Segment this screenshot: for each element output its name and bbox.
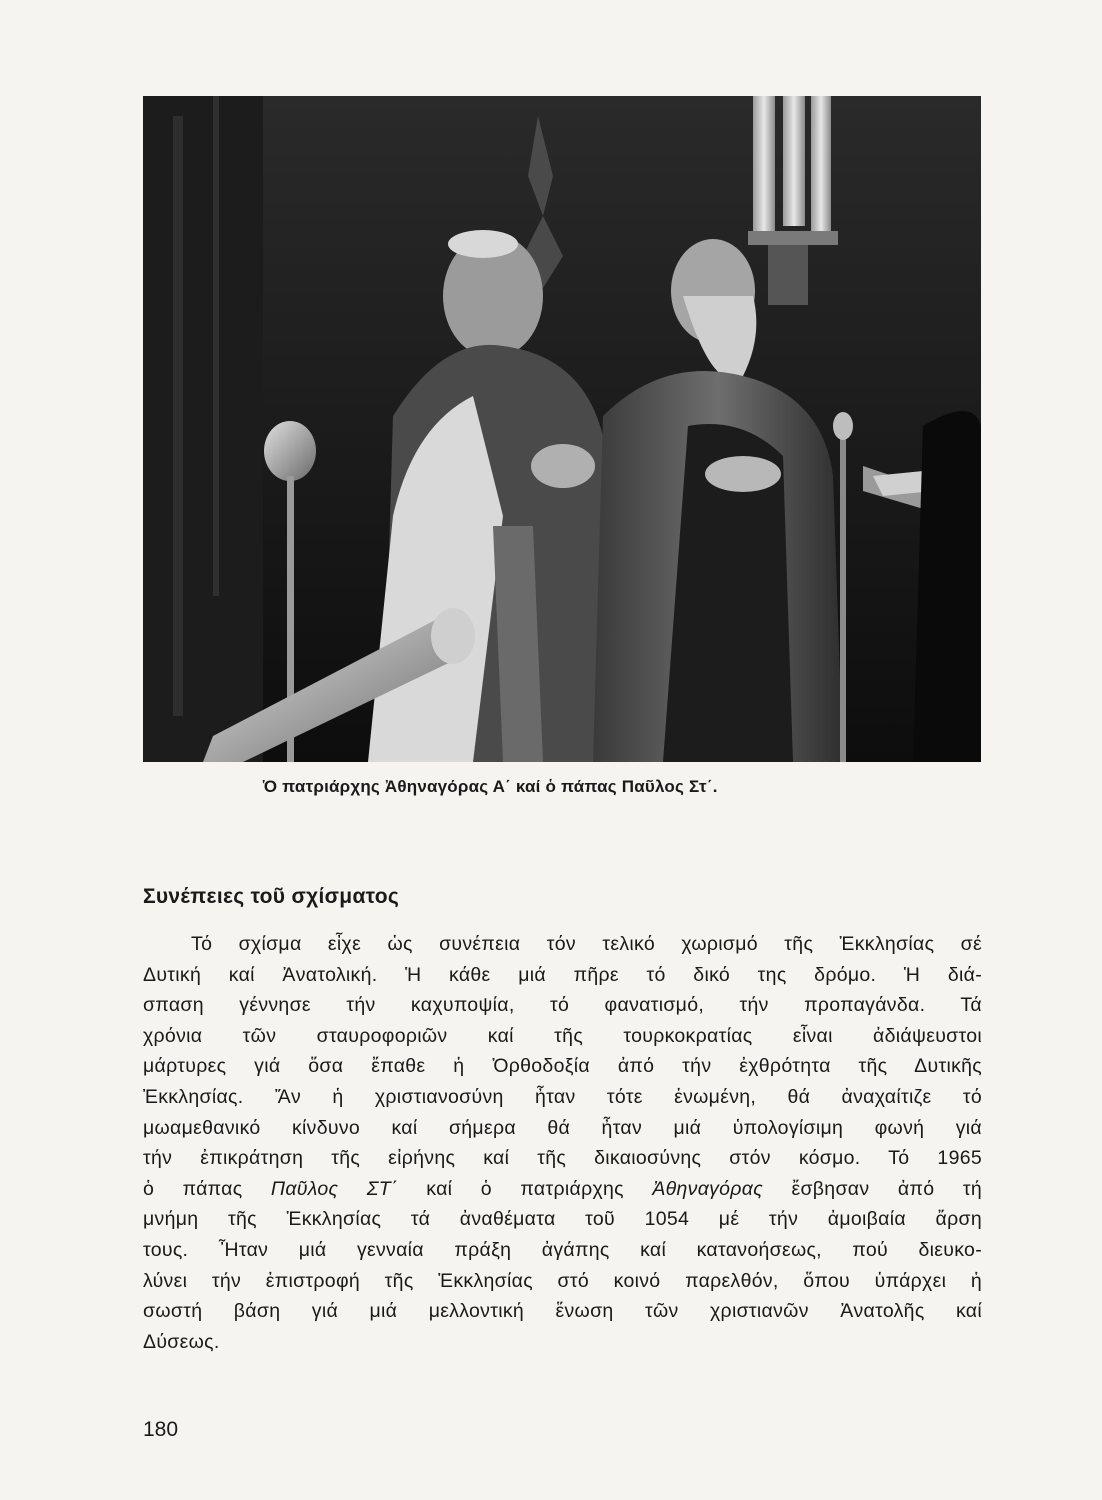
body-line: Ἐκκλησίας. Ἄν ἡ χριστιανοσύνη ἦταν τότε ἑνωμένη, θά ἀναχαίτιζε τό <box>143 1085 982 1108</box>
photo-illustration <box>143 96 981 762</box>
line-text: ὁ πάπας <box>143 1177 271 1200</box>
body-paragraph <box>143 929 982 1357</box>
line-text: ἔσβησαν ἀπό τή <box>762 1177 982 1200</box>
body-line-with-names <box>143 1174 982 1205</box>
body-line: χρόνια τῶν σταυροφοριῶν καί τῆς τουρκοκρατίας εἶναι ἀδιάψευστοι <box>143 1024 982 1047</box>
photo-caption: Ὁ πατριάρχης Ἀθηναγόρας Α΄ καί ὁ πάπας Παῦλος Στ΄. <box>263 777 718 796</box>
body-line: μωαμεθανικό κίνδυνο καί σήμερα θά ἦταν μιά ὑπολογίσιμη φωνή γιά <box>143 1116 982 1139</box>
page-number: 180 <box>143 1418 179 1441</box>
body-line: σωστή βάση γιά μιά μελλοντική ἕνωση τῶν χριστιανῶν Ἀνατολῆς καί <box>143 1300 982 1323</box>
name-paul: Παῦλος ΣΤ΄ <box>270 1177 398 1200</box>
body-line: Δυτική καί Ἀνατολική. Ἡ κάθε μιά πῆρε τό δικό της δρόμο. Ἡ διά- <box>143 963 982 986</box>
body-line: τους. Ἦταν μιά γενναία πράξη ἀγάπης καί κατανοήσεως, πού διευκο- <box>143 1238 982 1261</box>
body-line: Δύσεως. <box>143 1330 220 1353</box>
body-line: σπαση γέννησε τήν καχυποψία, τό φανατισμό, τήν προπαγάνδα. Τά <box>143 994 982 1017</box>
section-heading: Συνέπειες τοῦ σχίσματος <box>143 885 400 908</box>
body-line: λύνει τήν ἐπιστροφή τῆς Ἐκκλησίας στό κοινό παρελθόν, ὅπου ὑπάρχει ἡ <box>143 1269 982 1292</box>
body-line: τήν ἐπικράτηση τῆς εἰρήνης καί τῆς δικαιοσύνης στόν κόσμο. Τό 1965 <box>143 1147 982 1170</box>
body-line: μάρτυρες γιά ὅσα ἔπαθε ἡ Ὀρθοδοξία ἀπό τήν ἐχθρότητα τῆς Δυτικῆς <box>143 1055 982 1078</box>
photograph <box>143 96 981 762</box>
body-line: μνήμη τῆς Ἐκκλησίας τά ἀναθέματα τοῦ 1054 μέ τήν ἀμοιβαία ἄρση <box>143 1208 982 1231</box>
line-text: καί ὁ πατριάρχης <box>397 1177 653 1200</box>
name-athenagoras: Ἀθηναγόρας <box>652 1177 763 1200</box>
body-line: Τό σχίσμα εἶχε ὡς συνέπεια τόν τελικό χωρισμό τῆς Ἐκκλησίας σέ <box>191 933 982 955</box>
